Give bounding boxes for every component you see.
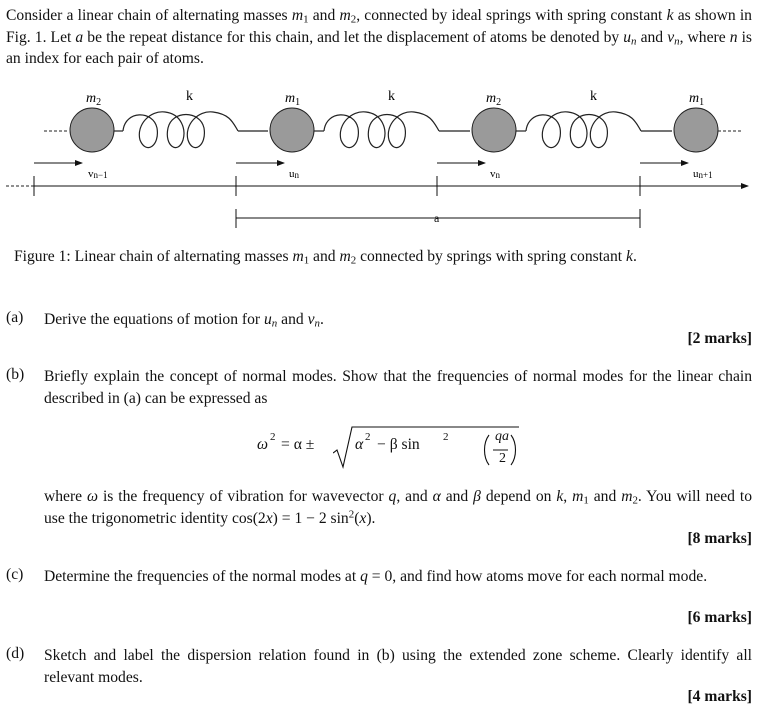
mass-ball-1 [70,108,114,152]
symbol-m1: m [291,7,304,24]
eq-fraction-numerator: qa [495,429,509,444]
identity-part: cos(2 [231,510,266,527]
caption-text: and [309,248,340,265]
spring-1 [113,112,268,148]
symbol-m2: m [339,7,351,24]
repeat-distance-label: a [434,211,440,225]
symbol-m1: m [572,488,584,505]
spring-label-3: k [590,89,597,104]
subscript: n [271,317,278,330]
spring-3 [516,112,672,148]
intro-text: Consider a linear chain of alternating masses [6,7,292,24]
question-text: where [44,488,88,505]
intro-text: , where [679,28,730,46]
symbol-k: k [666,7,674,24]
mass-ball-2 [270,108,314,152]
question-text: and [440,488,474,505]
eq-omega: ω [257,436,269,453]
subscript: n [674,35,680,48]
subscript: 2 [632,494,638,507]
symbol-omega: ω [87,488,99,505]
figure-1-chain-diagram [0,0,758,240]
symbol-un: u [264,311,272,328]
part-d-text: Sketch and label the dispersion relation found in (b) using the extended zone scheme. Clearly identify all relevant modes. [44,647,752,686]
spring-label-2: k [388,89,395,104]
symbol-x: x [359,510,367,527]
question-text: . You will need to use the trigonometric identity [44,488,753,527]
part-b-marks: [8 marks] [687,530,752,547]
part-b-text-2 [44,486,752,530]
subscript: n [314,317,320,330]
part-c-text [44,566,752,588]
symbol-k: k [626,248,633,265]
mass-label-1: $m_2$ [86,91,102,108]
eq-sin-sup: 2 [443,431,449,443]
intro-text: and [308,7,340,24]
spring-label-1: k [186,89,193,104]
mass-label-3: $m_2$ [486,91,502,108]
identity-part: ) = 1 − 2 sin [272,510,349,527]
part-a-marks: [2 marks] [687,330,752,347]
part-c-marks: [6 marks] [687,609,752,626]
subscript: 2 [350,13,357,26]
figure-caption [14,247,754,267]
symbol-alpha: α [432,488,441,505]
part-a-text [44,309,752,331]
intro-text: as shown in Fig. 1. Let [6,7,752,46]
spring-2 [314,112,470,148]
question-text: and [277,311,308,328]
disp-label-2: un [289,168,299,180]
eq-mid: = α ± [281,436,315,453]
subscript: 1 [303,254,310,267]
subscript: 1 [583,494,589,507]
question-text: is the frequency of vibration for wavevector [98,488,389,505]
part-b-text: Briefly explain the concept of normal modes. Show that the frequencies of normal modes for the linear chain described in (a) can be expressed as [44,368,752,407]
mass-ball-4 [674,108,718,152]
intro-text: is an index for each pair of atoms. [6,28,752,67]
question-text: , [563,488,573,505]
question-text: Derive the equations of motion for [44,311,264,328]
symbol-q: q [360,568,368,585]
mass-label-2: $m_1$ [285,91,301,108]
eq-alpha: α [355,436,364,453]
question-text: = 0, and find how atoms move for each normal mode. [367,568,708,585]
superscript: 2 [348,508,355,521]
caption-text: . [632,248,637,265]
part-d-label: (d) [6,645,25,662]
symbol-vn: v [667,28,675,46]
eq-fraction-denominator: 2 [499,451,506,466]
disp-label-4: un+1 [693,168,713,180]
identity-part: ). [366,510,376,527]
symbol-n: n [729,28,738,46]
mass-ball-3 [472,108,516,152]
subscript: 1 [303,13,309,26]
mass-label-4: $m_1$ [689,91,705,108]
caption-text: Figure 1: Linear chain of alternating masses [14,248,293,265]
disp-label-1: vn−1 [88,168,108,180]
intro-text: and [636,28,668,46]
intro-text: be the repeat distance for this chain, and let the displacement of atoms be denoted by [83,28,624,46]
symbol-m2: m [339,248,351,265]
disp-label-3: vn [490,168,500,180]
symbol-m1: m [292,248,304,265]
caption-text: connected by springs with spring constant [356,248,627,265]
part-c-label: (c) [6,566,24,583]
subscript: n [631,35,637,48]
symbol-q: q [388,488,397,505]
part-b-label: (b) [6,366,25,383]
identity-part: ( [354,510,360,527]
symbol-x: x [265,510,273,527]
dispersion-equation [257,423,557,473]
subscript: 2 [350,254,357,267]
symbol-vn: v [307,311,315,328]
question-text: and [588,488,622,505]
symbol-beta: β [473,488,481,505]
intro-text: , connected by ideal springs with spring constant [356,7,667,24]
symbol-un: u [623,28,632,46]
part-a-label: (a) [6,309,24,326]
symbol-m2: m [621,488,633,505]
question-text: depend on [480,488,557,505]
part-d-marks: [4 marks] [687,688,752,705]
symbol-k: k [556,488,564,505]
eq-beta-sin: − β sin [377,436,420,453]
question-text: , and [396,488,433,505]
question-text: Determine the frequencies of the normal modes at [44,568,361,585]
eq-alpha-sup: 2 [365,431,371,443]
question-text: . [319,311,324,328]
eq-omega-sup: 2 [270,431,276,443]
symbol-a: a [75,28,84,46]
